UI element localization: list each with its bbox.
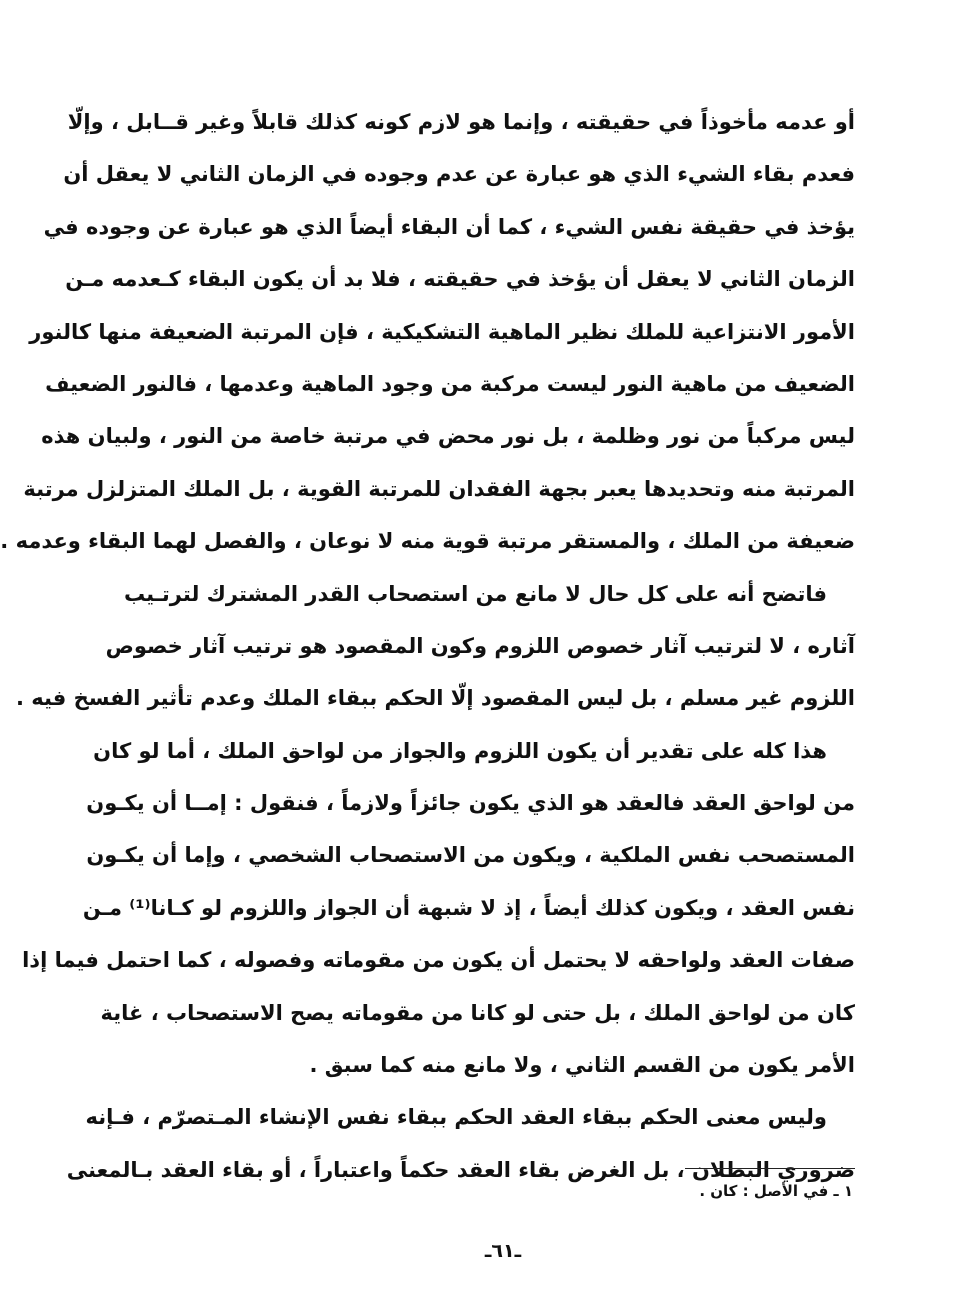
text-line: اللزوم غير مسلم ، بل ليس المقصود إلّا الحكم ببقاء الملك وعدم تأثير الفسخ فيه . <box>15 686 855 711</box>
footnote-divider <box>685 1168 855 1169</box>
text-line: المرتبة منه وتحديدها يعبر بجهة الفقدان للمرتبة القوية ، بل الملك المتزلزل مرتبة <box>23 476 855 501</box>
text-line: ضروري البطلان ، بل الغرض بقاء العقد حكماً واعتباراً ، أو بقاء العقد بـالمعنى <box>66 1157 855 1182</box>
text-line: صفات العقد ولواحقه لا يحتمل أن يكون من مقوماته وفصوله ، كما احتمل فيما إذا <box>22 948 855 973</box>
text-line: الأمر يكون من القسم الثاني ، ولا مانع منه كما سبق . <box>309 1053 855 1078</box>
text-line: الأمور الانتزاعية للملك نظير الماهية التشكيكية ، فإن المرتبة الضعيفة منها كالنور <box>29 319 855 344</box>
text-line: ضعيفة من الملك ، والمستقر مرتبة قوية منه لا نوعان ، والفصل لهما البقاء وعدمه . <box>0 529 855 554</box>
text-line: هذا كله على تقدير أن يكون اللزوم والجواز من لواحق الملك ، أما لو كان <box>93 738 827 763</box>
text-line: نفس العقد ، ويكون كذلك أيضاً ، إذ لا شبهة أن الجواز واللزوم لو كـانا⁽¹⁾ مـن <box>82 895 855 920</box>
text-line: المستصحب نفس الملكية ، ويكون من الاستصحاب الشخصي ، وإما أن يكـون <box>86 843 855 868</box>
text-line: الضعيف من ماهية النور ليست مركبة من وجود الماهية وعدمها ، فالنور الضعيف <box>45 371 855 396</box>
text-line: فاتضح أنه على كل حال لا مانع من استصحاب القدر المشترك لترتـيب <box>123 581 827 606</box>
text-line: فعدم بقاء الشيء الذي هو عبارة عن عدم وجوده في الزمان الثاني لا يعقل أن <box>63 162 855 187</box>
footnote: ١ ـ في الأصل : كان . <box>699 1182 853 1200</box>
text-line: ليس مركباً من نور وظلمة ، بل نور محض في مرتبة خاصة من النور ، ولبيان هذه <box>41 424 855 449</box>
text-line: أو عدمه مأخوذاً في حقيقته ، وإنما هو لازم كونه كذلك قابلاً وغير قــابل ، وإلّا <box>67 110 855 134</box>
text-line: آثاره ، لا لترتيب آثار خصوص اللزوم وكون المقصود هو ترتيب آثار خصوص <box>105 633 855 658</box>
text-line: كان من لواحق الملك ، بل حتى لو كانا من مقوماته يصح الاستصحاب ، غاية <box>100 1000 855 1025</box>
body-text <box>0 96 855 1196</box>
text-line: الزمان الثاني لا يعقل أن يؤخذ في حقيقته ، فلا بد أن يكون البقاء كـعدمه مـن <box>65 267 855 292</box>
page-number: ـ٦١ـ <box>484 1240 522 1262</box>
text-line: من لواحق العقد فالعقد هو الذي يكون جائزاً ولازماً ، فنقول : إمــا أن يكـون <box>86 791 855 816</box>
text-line: وليس معنى الحكم ببقاء العقد الحكم ببقاء نفس الإنشاء المـتصرّم ، فـإنه <box>85 1105 827 1130</box>
text-line: يؤخذ في حقيقة نفس الشيء ، كما أن البقاء أيضاً الذي هو عبارة عن وجوده في <box>43 214 855 239</box>
